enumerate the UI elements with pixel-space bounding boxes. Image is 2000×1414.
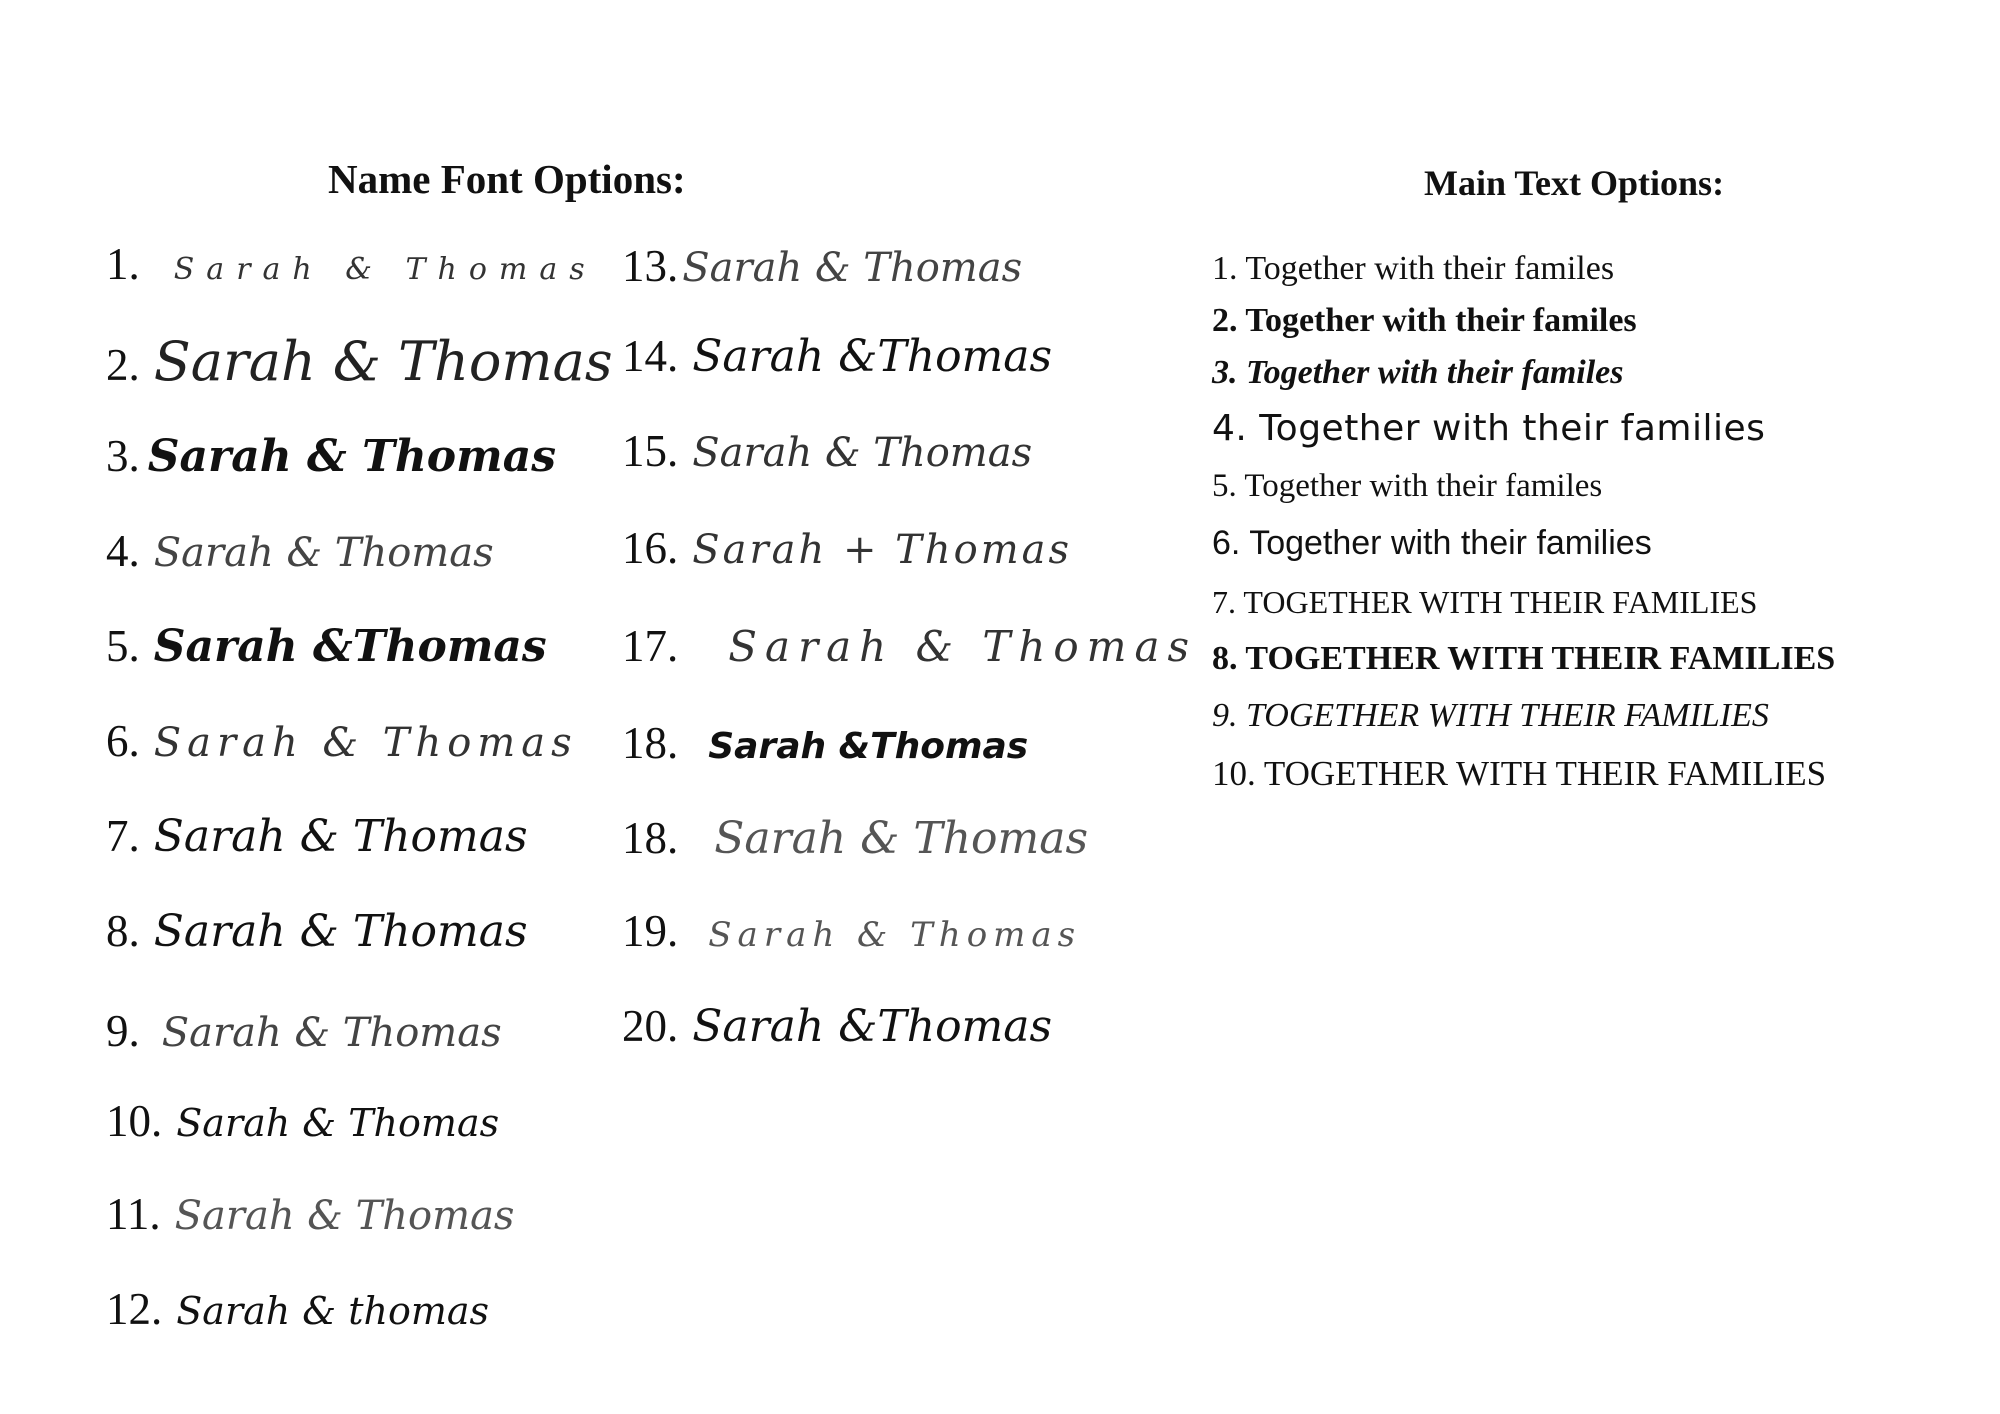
- option-sample: Sarah &Thomas: [692, 1001, 1053, 1052]
- name-option: [106, 905, 528, 957]
- main-text-options-heading: Main Text Options:: [1424, 163, 1725, 203]
- name-option: [106, 715, 578, 767]
- main-text-option: 3. Together with their familes: [1212, 354, 1624, 391]
- name-option: [106, 810, 528, 862]
- name-option: [622, 330, 1052, 382]
- option-number: 10.: [106, 1096, 163, 1146]
- option-number: 4.: [106, 526, 140, 576]
- option-sample: Sarah & Thomas: [147, 431, 556, 482]
- option-number: 11.: [106, 1189, 161, 1239]
- option-sample: Sarah & Thomas: [173, 252, 597, 287]
- name-option: [622, 905, 1081, 957]
- option-number: 13.: [622, 241, 679, 291]
- option-number: 15.: [622, 426, 679, 476]
- main-text-option: 10. TOGETHER WITH THEIR FAMILIES: [1212, 754, 1827, 793]
- option-number: 12.: [106, 1284, 163, 1334]
- option-number: 5.: [106, 621, 140, 671]
- option-number: 3.: [106, 431, 140, 481]
- name-option: [622, 717, 1028, 769]
- option-sample: Sarah & thomas: [176, 1289, 490, 1333]
- option-sample: Sarah & Thomas: [682, 245, 1023, 291]
- option-sample: Sarah & Thomas: [714, 813, 1089, 864]
- option-sample: Sarah & Thomas: [153, 906, 528, 957]
- option-number: 2.: [106, 340, 140, 390]
- main-text-option: 4. Together with their families: [1212, 408, 1766, 449]
- option-number: 14.: [622, 331, 679, 381]
- option-sample: Sarah & Thomas: [153, 530, 494, 576]
- option-number: 6.: [106, 716, 140, 766]
- name-option: [622, 240, 1022, 292]
- option-sample: Sarah & Thomas: [176, 1101, 500, 1145]
- name-option: [106, 1005, 502, 1057]
- option-number: 9.: [106, 1006, 140, 1056]
- option-number: 7.: [106, 811, 140, 861]
- option-sample: Sarah & Thomas: [692, 430, 1033, 476]
- option-number: 17.: [622, 621, 679, 671]
- option-sample: Sarah + Thomas: [692, 527, 1073, 573]
- name-option: [106, 430, 556, 482]
- option-sample: Sarah & Thomas: [153, 720, 578, 766]
- option-sample: Sarah & Thomas: [708, 915, 1082, 955]
- option-number: 19.: [622, 906, 679, 956]
- name-option: [106, 238, 597, 290]
- option-number: 8.: [106, 906, 140, 956]
- option-number: 16.: [622, 523, 679, 573]
- main-text-option: 9. TOGETHER WITH THEIR FAMILIES: [1212, 697, 1769, 734]
- name-option: [622, 425, 1032, 477]
- name-option: [622, 522, 1072, 574]
- option-number: 18.: [622, 813, 679, 863]
- option-sample: Sarah & Thomas: [174, 1193, 515, 1239]
- name-option: [106, 1188, 514, 1240]
- main-text-option: 6. Together with their families: [1212, 524, 1652, 562]
- name-option: [622, 620, 1197, 672]
- option-sample: Sarah &Thomas: [708, 726, 1029, 767]
- option-number: 20.: [622, 1001, 679, 1051]
- option-sample: Sarah & Thomas: [728, 622, 1198, 671]
- main-text-option: 8. TOGETHER WITH THEIR FAMILIES: [1212, 640, 1836, 677]
- name-font-options-heading: Name Font Options:: [328, 156, 686, 202]
- name-option: [622, 1000, 1052, 1052]
- name-option: [622, 812, 1088, 864]
- name-option: [106, 525, 494, 577]
- option-sample: Sarah &Thomas: [153, 621, 547, 672]
- option-sample: Sarah & Thomas: [161, 1010, 502, 1056]
- main-text-option: 1. Together with their familes: [1212, 250, 1615, 287]
- option-sample: Sarah & Thomas: [153, 811, 528, 862]
- name-option: [106, 620, 547, 672]
- main-text-option: 2. Together with their familes: [1212, 302, 1637, 339]
- option-sample: Sarah & Thomas: [153, 330, 613, 393]
- name-option: [106, 1283, 489, 1335]
- option-sample: Sarah &Thomas: [692, 331, 1053, 382]
- option-number: 18.: [622, 718, 679, 768]
- name-option: [106, 330, 613, 393]
- option-number: 1.: [106, 239, 140, 289]
- main-text-option: 7. TOGETHER WITH THEIR FAMILIES: [1212, 584, 1758, 620]
- main-text-option: 5. Together with their familes: [1212, 468, 1603, 504]
- name-option: [106, 1095, 499, 1147]
